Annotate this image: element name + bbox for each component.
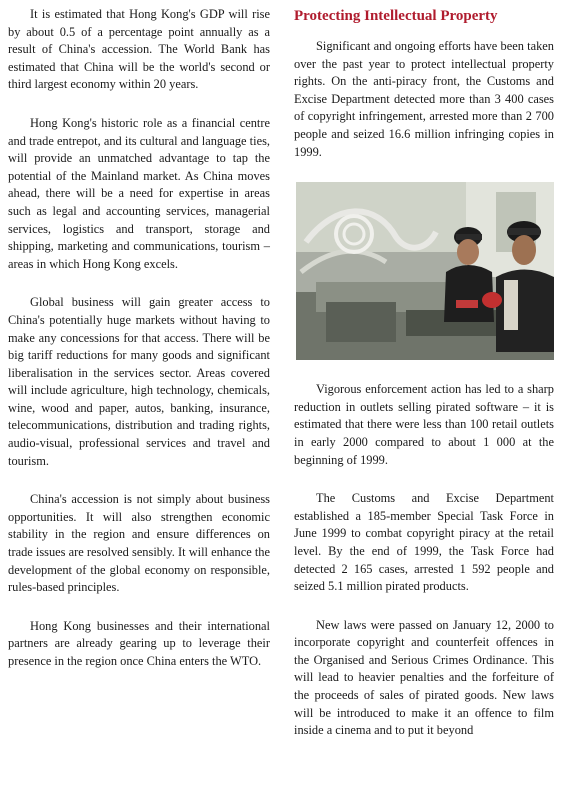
paragraph-global-business: Global business will gain greater access to China's potentially huge markets without having to make any concessions for that access. There will be big tariff reductions for many goods and significant liberalisation in the services sector. Areas covered will include agriculture, high technology, chemicals, wine, wood and paper, autos, banking, insurance, telecommunications, distribution and trading rights, audio-visual, professional services and travel and tourism. (8, 295, 270, 468)
customs-officers-photo (296, 182, 554, 360)
paragraph-new-laws: New laws were passed on January 12, 2000 to incorporate copyright and counterfeit offences in the Organised and Serious Crimes Ordinance. This will lead to heavier penalties and the forfeiture of the proceeds of sales of pirated goods. New laws will be introduced to make it an offence to film inside a cinema and to put it beyond (294, 617, 554, 738)
paragraph-enforcement: Vigorous enforcement action has led to a sharp reduction in outlets selling pirated software – it is estimated that there were less than 100 retail outlets in early 2000 compared to about 1 000 at the beginning of 1999. (294, 382, 554, 467)
paragraph-hk-role: Hong Kong's historic role as a financial centre and trade entrepot, and its cultural and language ties, will provide an unmatched advantage to tap the potential of the Mainland market. As China moves ahead, there will be a need for expertise in areas such as legal and accounting services, managerial services, logistics and transport, storage and shipping, marketing and communications, tourism – areas in which Hong Kong excels. (8, 115, 270, 271)
paragraph-hk-businesses: Hong Kong businesses and their international partners are already gearing up to leverage their presence in the region once China enters the WTO. (8, 618, 270, 668)
paragraph-gdp: It is estimated that Hong Kong's GDP will rise by about 0.5 of a percentage point annually as a result of China's accession. The World Bank has estimated that China will be the world's second or third largest economy within 20 years. (8, 7, 270, 92)
photo-illustration (296, 182, 554, 360)
paragraph-stability: China's accession is not simply about business opportunities. It will also strengthen economic stability in the region and ensure differences on trade issues are resolved sensibly. It will enhance the development of the global economy on responsible, rules-based principles. (8, 492, 270, 595)
right-column (294, 6, 554, 761)
left-column (8, 6, 270, 692)
paragraph-task-force: The Customs and Excise Department established a 185-member Special Task Force in June 1999 to combat copyright piracy at the retail level. By the end of 1999, the Task Force had detected 2 165 cases, arrested 1 592 people and seized 5.1 million pirated products. (294, 491, 554, 594)
section-title: Protecting Intellectual Property (294, 8, 498, 24)
paragraph-intro: Significant and ongoing efforts have been taken over the past year to protect intellectual property rights. On the anti-piracy front, the Customs and Excise Department detected more than 3 400 cases of copyright infringement, arrested more than 2 700 people and seized 16.6 million infringing copies in 1999. (294, 39, 554, 159)
